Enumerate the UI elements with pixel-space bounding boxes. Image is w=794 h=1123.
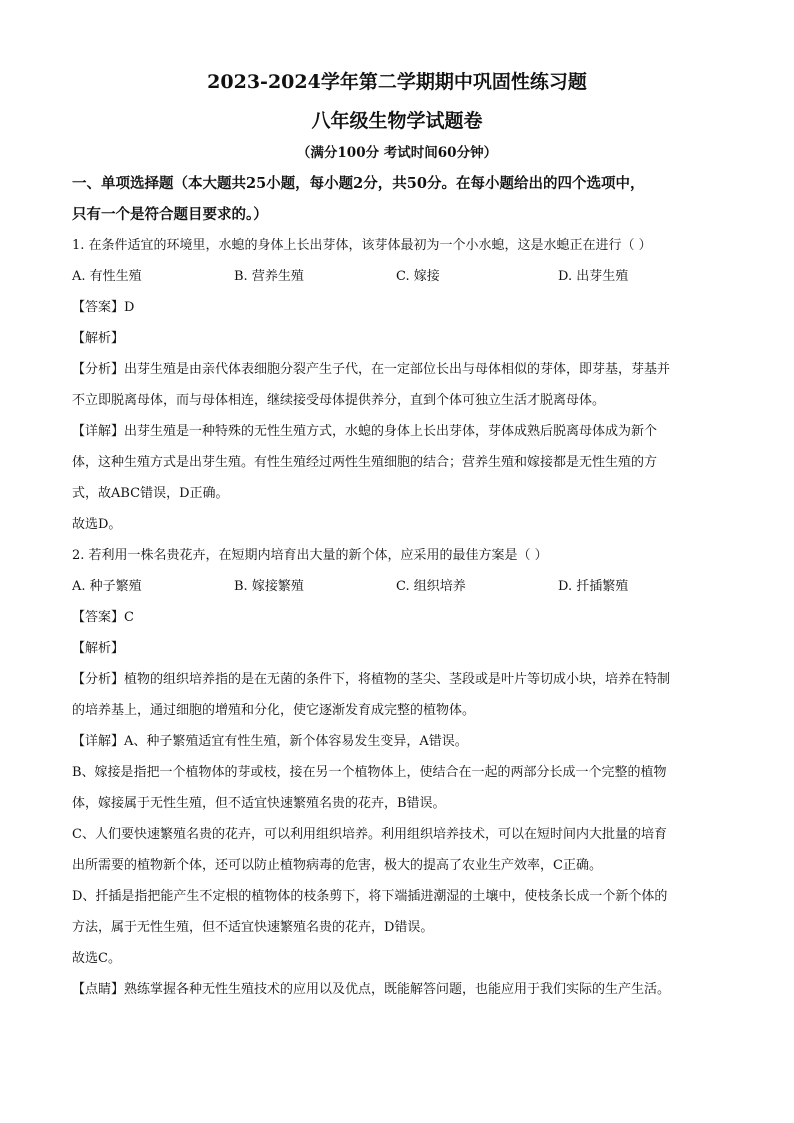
exam-subtitle: 八年级生物学试题卷 (311, 110, 483, 132)
explanation-line: 体，这种生殖方式是出芽生殖。有性生殖经过两性生殖细胞的结合；营养生殖和嫁接都是无性生殖的方 (72, 455, 658, 470)
exam-title: 2023-2024学年第二学期期中巩固性练习题 (207, 71, 587, 93)
question-options (72, 571, 722, 602)
question-2 (72, 540, 722, 1005)
explanation-line: 体，嫁接属于无性生殖，但不适宜快速繁殖名贵的花卉，B错误。 (72, 796, 446, 811)
document-page (72, 68, 722, 1005)
explanation-line: 不立即脱离母体，而与母体相连，继续接受母体提供养分，直到个体可独立生活才脱离母体。 (72, 393, 606, 408)
explanation-line: B、嫁接是指把一个植物体的芽或枝，接在另一个植物体上，使结合在一起的两部分长成一个完整的植物 (72, 765, 667, 780)
question-options (72, 261, 722, 292)
exam-meta: （满分100分 考试时间60分钟） (296, 145, 498, 161)
option-c: C. 嫁接 (396, 269, 440, 284)
explanation-line: 出所需要的植物新个体，还可以防止植物病毒的危害，极大的提高了农业生产效率，C正确。 (72, 858, 602, 873)
explanation-line: 【详解】出芽生殖是一种特殊的无性生殖方式，水螅的身体上长出芽体，芽体成熟后脱离母体成为新个 (72, 424, 658, 439)
answer-line: 【答案】C (72, 610, 134, 625)
explanation-line: 式，故ABC错误，D正确。 (72, 486, 229, 501)
option-a: A. 有性生殖 (72, 269, 142, 284)
explanation-line: 【点睛】熟练掌握各种无性生殖技术的应用以及优点，既能解答问题，也能应用于我们实际的生产生活。 (72, 982, 671, 997)
explanation-line: 【分析】出芽生殖是由亲代体表细胞分裂产生子代，在一定部位长出与母体相似的芽体，即芽基，芽基并 (72, 362, 671, 377)
option-b: B. 嫁接繁殖 (234, 579, 304, 594)
explanation-line: 故选D。 (72, 517, 122, 532)
analysis-label: 【解析】 (72, 331, 125, 346)
question-stem: 1. 在条件适宜的环境里，水螅的身体上长出芽体，该芽体最初为一个小水螅，这是水螅正在进行（ ） (72, 238, 652, 253)
explanation-line: 【分析】植物的组织培养指的是在无菌的条件下，将植物的茎尖、茎段或是叶片等切成小块，培养在特制 (72, 672, 671, 687)
option-d: D. 扦插繁殖 (558, 579, 629, 594)
option-b: B. 营养生殖 (234, 269, 304, 284)
explanation-line: C、人们要快速繁殖名贵的花卉，可以利用组织培养。利用组织培养技术，可以在短时间内大批量的培育 (72, 827, 667, 842)
explanation-line: D、扦插是指把能产生不定根的植物体的枝条剪下，将下端插进潮湿的土壤中，使枝条长成一个新个体的 (72, 889, 668, 904)
question-stem: 2. 若利用一株名贵花卉，在短期内培育出大量的新个体，应采用的最佳方案是（ ） (72, 548, 548, 563)
explanation-line: 的培养基上，通过细胞的增殖和分化，使它逐渐发育成完整的植物体。 (72, 703, 476, 718)
answer-line: 【答案】D (72, 300, 135, 315)
option-d: D. 出芽生殖 (558, 269, 629, 284)
section-heading: 一、单项选择题（本大题共25小题，每小题2分，共50分。在每小题给出的四个选项中， (72, 175, 645, 192)
question-1 (72, 230, 722, 540)
option-c: C. 组织培养 (396, 579, 466, 594)
explanation-line: 【详解】A、种子繁殖适宜有性生殖，新个体容易发生变异，A错误。 (72, 734, 468, 749)
explanation-line: 方法，属于无性生殖，但不适宜快速繁殖名贵的花卉，D错误。 (72, 920, 434, 935)
section-heading-cont: 只有一个是符合题目要求的。） (72, 206, 268, 223)
option-a: A. 种子繁殖 (72, 579, 142, 594)
explanation-line: 故选C。 (72, 951, 121, 966)
analysis-label: 【解析】 (72, 641, 125, 656)
